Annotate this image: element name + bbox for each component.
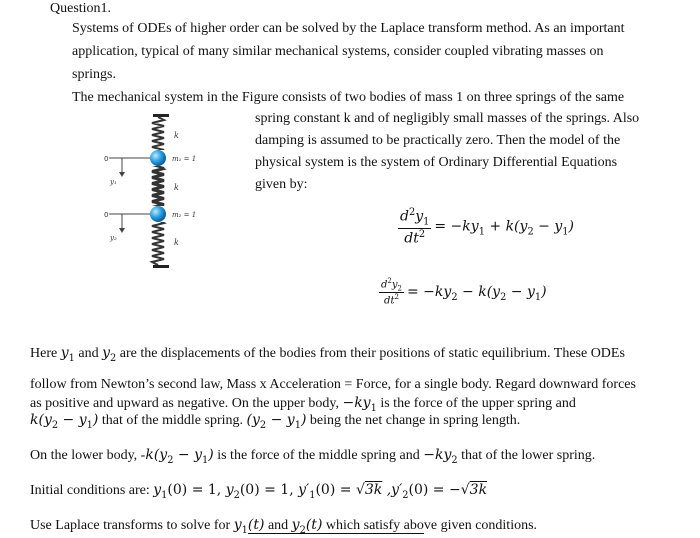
- floor-support: [153, 265, 169, 268]
- equation-2: $\frac{d^2y_2}{dt^2}$ = $-ky_2 - k(y_2 - y_1)$: [381, 277, 547, 307]
- final-instruction-line: Use Laplace transforms to solve for $y_1(t)$ and $y_2(t)$ which satisfy above given conditions.: [30, 517, 538, 536]
- lower-body-line: On the lower body, $-k(y_2 - y_1)$ is the force of the middle spring and $-ky_2$ that of the lower spring.: [30, 447, 596, 466]
- displacement-paragraph: Here $y_1$ and $y_2$ are the displacements of the bodies from their positions of static equilibrium. These ODEs: [30, 345, 625, 364]
- question-label: Question1.: [50, 1, 112, 16]
- system-line-5: given by:: [255, 177, 308, 192]
- spring-mass-figure: [100, 110, 250, 272]
- origin-label-2: 0: [104, 211, 109, 219]
- system-line-3: damping is assumed to be practically zero. Then the model of the: [255, 133, 621, 148]
- displacement-arrow-1: [119, 172, 125, 177]
- initial-conditions-line: Initial conditions are: $y_1(0) = 1$, $y_2(0) = 1$, $y'_1(0) = √3k$ $,y'_2(0) = -√3k$: [30, 482, 488, 501]
- mass-label-1: m₁ = 1: [172, 155, 197, 163]
- mass-2-ball: [150, 206, 166, 222]
- newton-line-2: as positive and upward as negative. On the upper body, $-ky_1$ is the force of the upper spring and: [30, 395, 576, 414]
- system-line-1: The mechanical system in the Figure consists of two bodies of mass 1 on three springs of the same: [72, 90, 625, 105]
- system-line-2: spring constant k and of negligibly small masses of the springs. Also: [255, 111, 640, 126]
- spring-label-2: k: [174, 183, 179, 192]
- displacement-label-1: y₁: [110, 178, 117, 186]
- system-line-4: physical system is the system of Ordinary Differential Equations: [255, 155, 618, 170]
- ceiling-support: [153, 114, 169, 117]
- mass-1-ball: [150, 150, 166, 166]
- displacement-label-2: y₂: [110, 234, 117, 242]
- intro-line-1: Systems of ODEs of higher order can be solved by the Laplace transform method. As an important: [72, 21, 625, 36]
- newton-line-3: $k(y_2 - y_1)$ that of the middle spring. $(y_2 - y_1)$ being the net change in spring length.: [30, 412, 521, 431]
- newton-line-1: follow from Newton’s second law, Mass x Acceleration = Force, for a single body. Regard downward forces: [30, 377, 636, 392]
- displacement-arrow-2: [119, 228, 125, 233]
- intro-line-2: application, typical of many similar mechanical systems, consider coupled vibrating masses on: [72, 44, 604, 59]
- spring-label-3: k: [174, 238, 179, 247]
- spring-label-1: k: [174, 131, 179, 140]
- lower-spring: [152, 220, 164, 265]
- mass-label-2: m₂ = 1: [172, 211, 197, 219]
- equation-1: $\frac{d^2y_1}{dt^2}$ = $-ky_1 + k(y_2 - y_1)$: [400, 207, 574, 247]
- intro-line-3: springs.: [72, 67, 116, 82]
- origin-label-1: 0: [104, 155, 109, 163]
